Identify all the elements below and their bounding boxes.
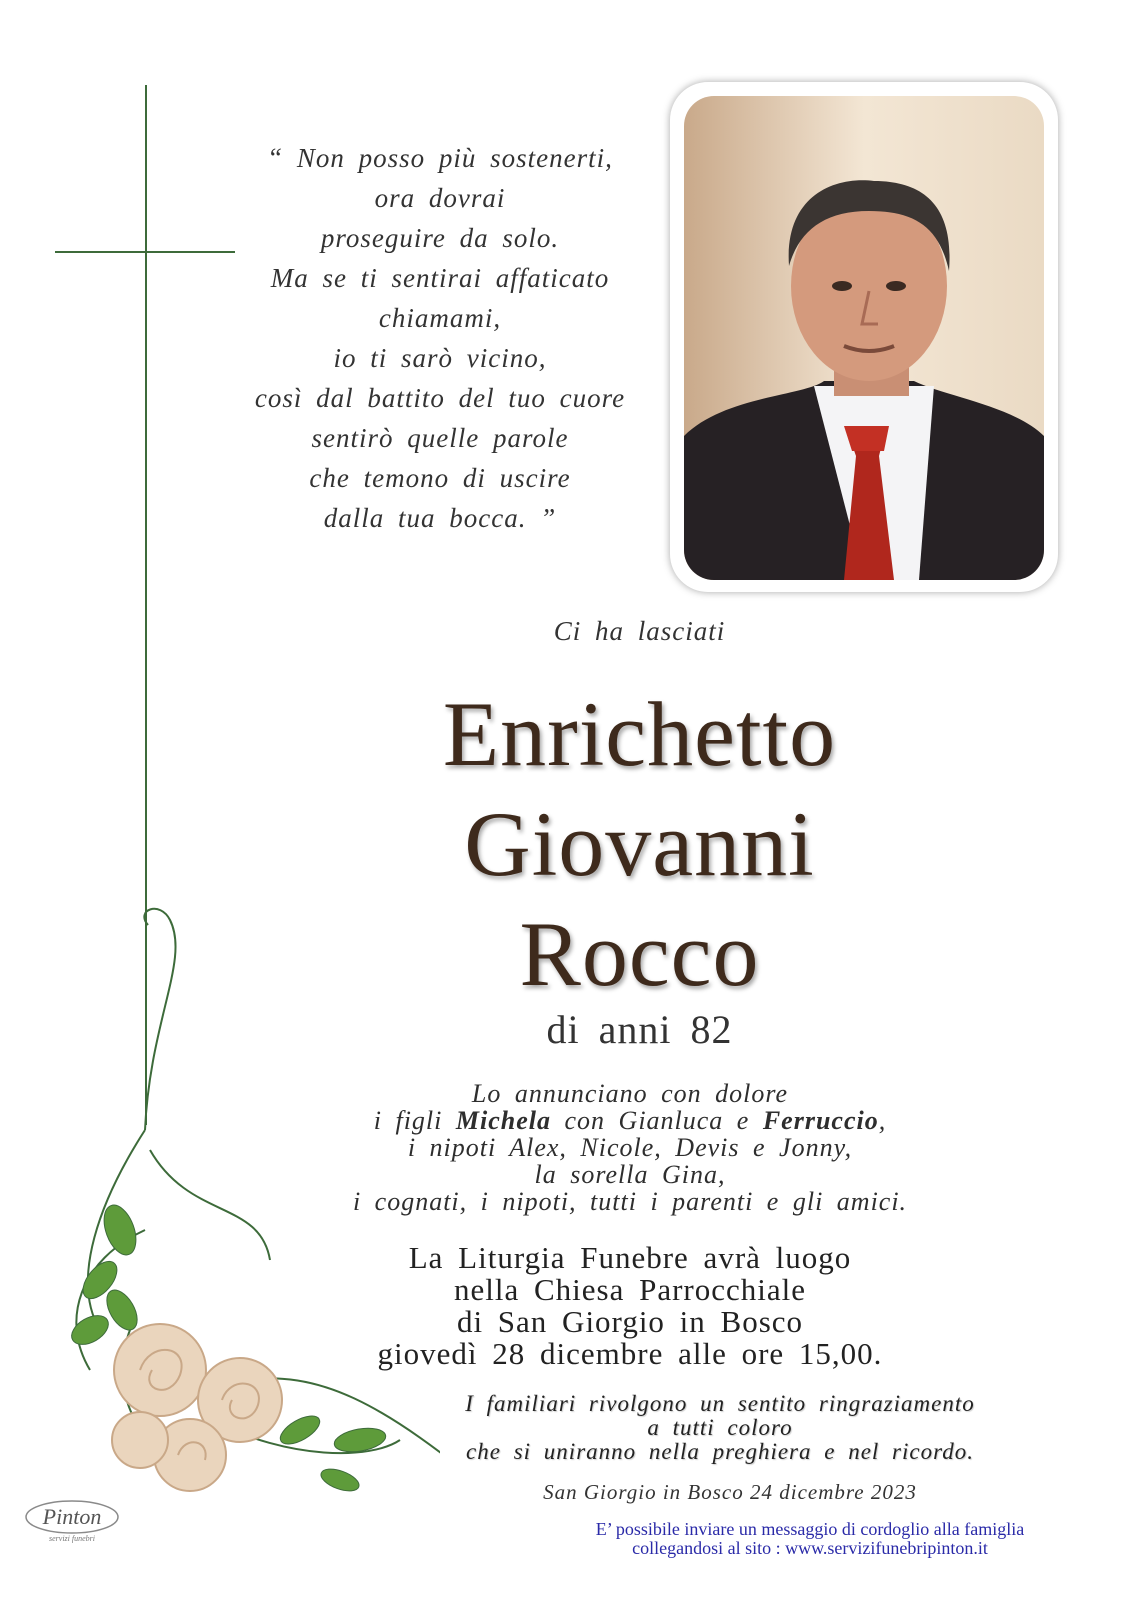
thanks-line: I familiari rivolgono un sentito ringraziamento (465, 1391, 975, 1416)
thanks-note (400, 1392, 1040, 1464)
funeral-details (300, 1242, 960, 1370)
deceased-surname: Rocco (519, 903, 760, 1005)
announcement-text: con Gianluca e (551, 1106, 763, 1135)
thanks-line: a tutti coloro (647, 1415, 793, 1440)
poem (230, 138, 650, 538)
announcement-line: Lo annunciano con dolore (471, 1079, 789, 1108)
poem-line: Ma se ti sentirai affaticato (270, 263, 610, 293)
intro-text: Ci ha lasciati (553, 616, 726, 646)
poem-line: sentirò quelle parole (311, 423, 569, 453)
funeral-line: giovedì 28 dicembre alle ore 15,00. (377, 1336, 883, 1371)
poem-line: dalla tua bocca. ” (323, 503, 557, 533)
pinton-logo-icon (22, 1493, 122, 1549)
announcement (300, 1080, 960, 1215)
poem-line: io ti sarò vicino, (333, 343, 547, 373)
announcement-line: i cognati, i nipoti, tutti i parenti e gli amici. (352, 1187, 908, 1216)
poem-line: proseguire da solo. (320, 223, 560, 253)
logo-name: Pinton (42, 1504, 102, 1529)
child-name-ferruccio: Ferruccio (762, 1106, 879, 1135)
poem-line: così dal battito del tuo cuore (254, 383, 626, 413)
deceased-age: di anni 82 (546, 1007, 733, 1052)
announcement-text: , (878, 1106, 887, 1135)
poem-line: ora dovrai (374, 183, 506, 213)
deceased-first-name: Enrichetto (442, 683, 837, 785)
announcement-children-line (300, 1107, 960, 1134)
poem-line: chiamami, (378, 303, 502, 333)
funeral-line: nella Chiesa Parrocchiale (453, 1272, 807, 1307)
portrait-photo (684, 96, 1044, 580)
cross-horizontal-bar (55, 251, 235, 253)
poem-line: che temono di uscire (309, 463, 571, 493)
contact-website-line[interactable]: collegandosi al sito : www.servizifunebripinton.it (632, 1538, 988, 1558)
announcement-text: i figli (373, 1106, 456, 1135)
condolence-contact (530, 1520, 1090, 1558)
contact-line: E’ possibile inviare un messaggio di cordoglio alla famiglia (595, 1519, 1025, 1539)
announcement-line: la sorella Gina, (534, 1160, 726, 1189)
thanks-line: che si uniranno nella preghiera e nel ricordo. (466, 1439, 974, 1464)
funeral-line: di San Giorgio in Bosco (456, 1304, 804, 1339)
poem-line: “ Non posso più sostenerti, (267, 143, 613, 173)
place-and-date: San Giorgio in Bosco 24 dicembre 2023 (543, 1480, 917, 1504)
deceased-second-name: Giovanni (464, 793, 815, 895)
child-name-michela: Michela (455, 1106, 551, 1135)
funeral-line: La Liturgia Funebre avrà luogo (408, 1240, 852, 1275)
logo-subtitle: servizi funebri (49, 1534, 95, 1543)
announcement-line: i nipoti Alex, Nicole, Devis e Jonny, (407, 1133, 853, 1162)
